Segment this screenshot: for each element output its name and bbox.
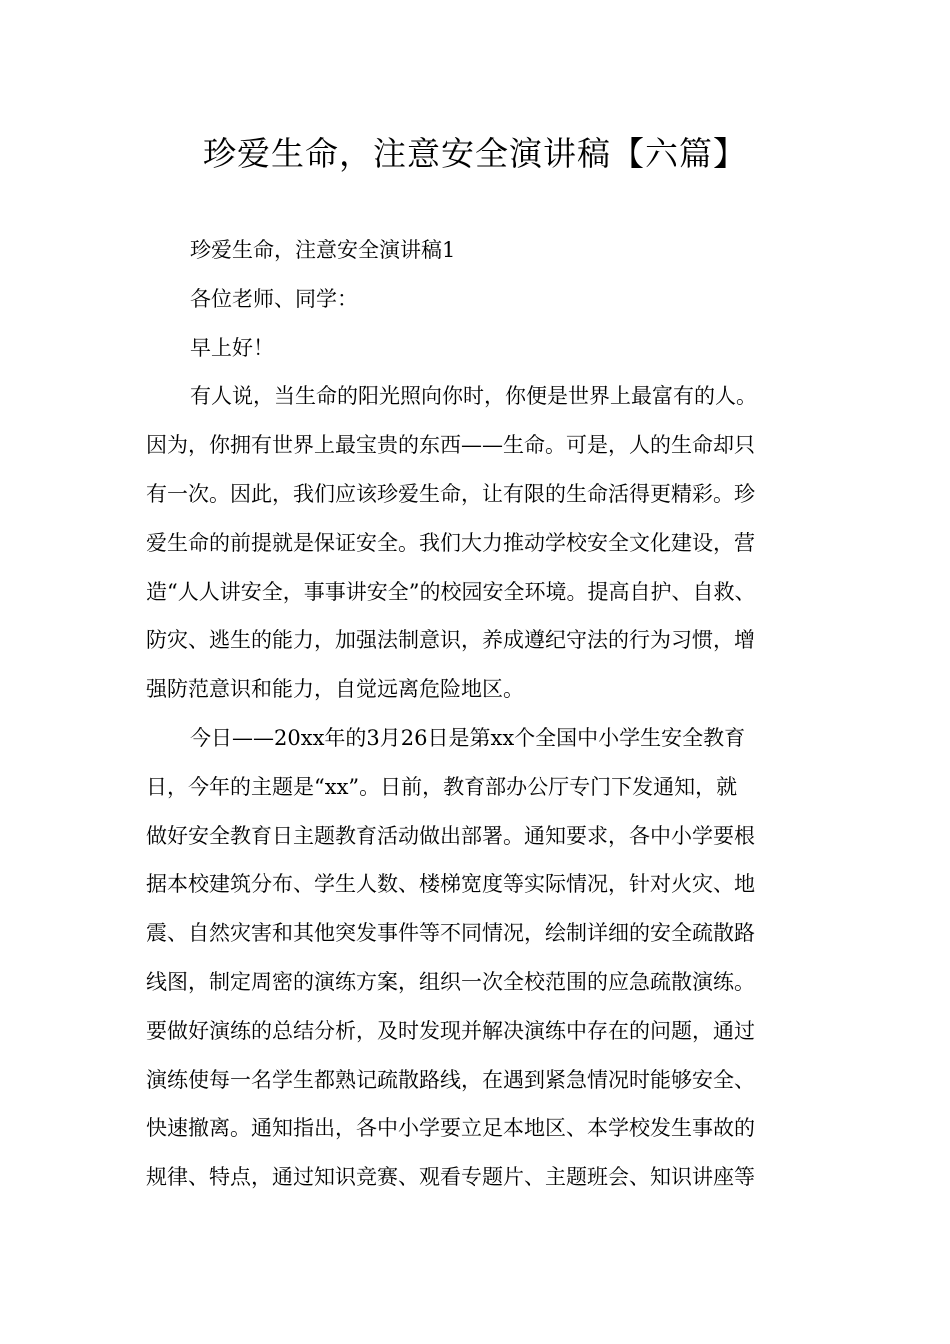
paragraph-line: 爱生命的前提就是保证安全。我们大力推动学校安全文化建设，营 <box>146 530 755 555</box>
paragraph-line: 线图，制定周密的演练方案，组织一次全校范围的应急疏散演练。 <box>146 969 755 994</box>
paragraph-line: 造“人人讲安全，事事讲安全”的校园安全环境。提高自护、自救、 <box>146 579 756 604</box>
paragraph-line: 日，今年的主题是“xx”。日前，教育部办公厅专门下发通知，就 <box>146 774 738 799</box>
paragraph-line: 强防范意识和能力，自觉远离危险地区。 <box>146 677 524 702</box>
document-body <box>146 226 806 1202</box>
paragraph-line: 规律、特点，通过知识竞赛、观看专题片、主题班会、知识讲座等 <box>146 1165 755 1190</box>
paragraph-line: 有人说，当生命的阳光照向你时，你便是世界上最富有的人。 <box>190 384 757 409</box>
paragraph-line: 防灾、逃生的能力，加强法制意识，养成遵纪守法的行为习惯，增 <box>146 628 755 653</box>
paragraph-line: 有一次。因此，我们应该珍爱生命，让有限的生命活得更精彩。珍 <box>146 481 755 506</box>
salutation-line: 各位老师、同学： <box>190 286 358 311</box>
paragraph-line: 因为，你拥有世界上最宝贵的东西——生命。可是，人的生命却只 <box>146 433 755 458</box>
paragraph-line: 今日——20xx年的3月26日是第xx个全国中小学生安全教育 <box>190 725 746 750</box>
paragraph-line: 要做好演练的总结分析，及时发现并解决演练中存在的问题，通过 <box>146 1018 755 1043</box>
greeting-line: 早上好！ <box>190 335 274 360</box>
paragraph-line: 快速撤离。通知指出，各中小学要立足本地区、本学校发生事故的 <box>146 1116 755 1141</box>
paragraph-line: 据本校建筑分布、学生人数、楼梯宽度等实际情况，针对火灾、地 <box>146 872 755 897</box>
paragraph-line: 演练使每一名学生都熟记疏散路线，在遇到紧急情况时能够安全、 <box>146 1067 755 1092</box>
paragraph-line: 做好安全教育日主题教育活动做出部署。通知要求，各中小学要根 <box>146 823 755 848</box>
paragraph-line: 震、自然灾害和其他突发事件等不同情况，绘制详细的安全疏散路 <box>146 921 755 946</box>
document-title: 珍爱生命，注意安全演讲稿【六篇】 <box>203 134 747 173</box>
section-heading: 珍爱生命，注意安全演讲稿1 <box>190 238 456 262</box>
